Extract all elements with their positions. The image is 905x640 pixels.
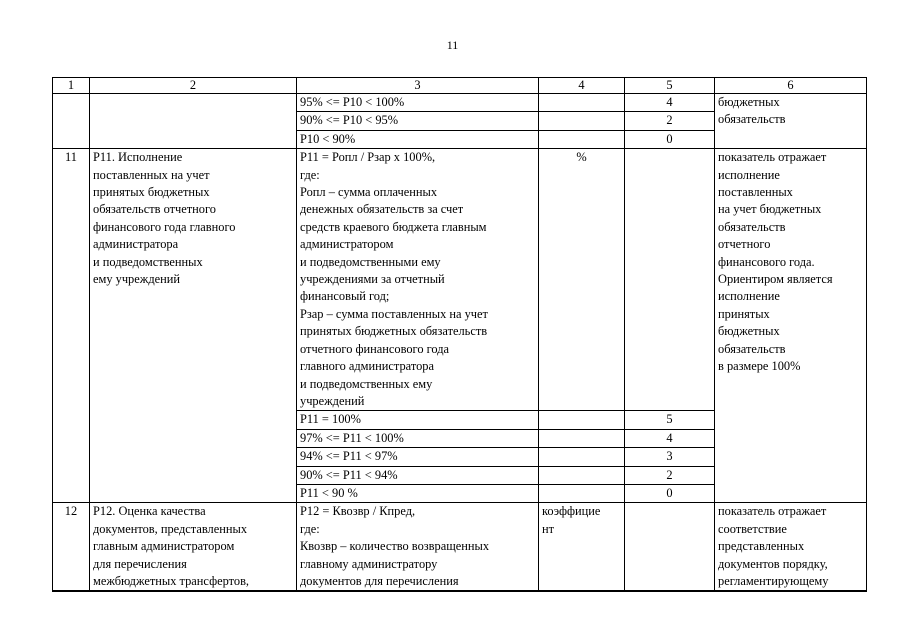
header-cell: 6 (715, 78, 867, 94)
row10-unit-cell (539, 94, 625, 112)
row11-score: 3 (625, 448, 715, 466)
indicator-table (52, 77, 867, 591)
row10-name-cell (90, 94, 297, 149)
row12-unit: коэффицие нт (539, 503, 625, 591)
table-row (53, 94, 867, 112)
row12-name: P12. Оценка качества документов, представленных главным администратором для перечисления межбюджетных трансфертов, (90, 503, 297, 591)
row11-num: 11 (53, 149, 90, 503)
row10-unit-cell (539, 130, 625, 148)
row11-condition: 90% <= P11 < 94% (297, 466, 539, 484)
header-cell: 3 (297, 78, 539, 94)
row11-score: 5 (625, 411, 715, 429)
row11-unit-cell (539, 466, 625, 484)
row11-comment: показатель отражает исполнение поставленных на учет бюджетных обязательств отчетного финансового года. Ориентиром является исполнение принятых бюджетных обязательств в размере 100% (715, 149, 867, 503)
row10-condition: P10 < 90% (297, 130, 539, 148)
row11-condition: P11 < 90 % (297, 484, 539, 502)
row11-unit-cell (539, 448, 625, 466)
table-header-row (53, 78, 867, 94)
row11-score: 4 (625, 429, 715, 447)
page-number: 11 (446, 38, 459, 52)
row11-formula: P11 = Ропл / Рзар x 100%, где: Ропл – сумма оплаченных денежных обязательств за счет средств краевого бюджета главным администратором и подведомственными ему учреждениями за отчетный финансовый год; Рзар – сумма поставленных на учет принятых бюджетных обязательств отчетного финансового года главного администратора и подведомственных ему учреждений (297, 149, 539, 411)
header-cell: 4 (539, 78, 625, 94)
row11-unit-cell (539, 429, 625, 447)
row10-condition: 95% <= P10 < 100% (297, 94, 539, 112)
row11-score-cell (625, 149, 715, 411)
row12-score-cell (625, 503, 715, 591)
row10-condition: 90% <= P10 < 95% (297, 112, 539, 130)
row12-formula: P12 = Квозвр / Кпред, где: Квозвр – количество возвращенных главному администратору документов для перечисления (297, 503, 539, 591)
row11-score: 0 (625, 484, 715, 502)
row10-unit-cell (539, 112, 625, 130)
table-row (53, 149, 867, 411)
row11-score: 2 (625, 466, 715, 484)
row10-score: 4 (625, 94, 715, 112)
header-cell: 1 (53, 78, 90, 94)
row11-condition: 94% <= P11 < 97% (297, 448, 539, 466)
row11-name: P11. Исполнение поставленных на учет принятых бюджетных обязательств отчетного финансового года главного администратора и подведомственных ему учреждений (90, 149, 297, 503)
row10-score: 2 (625, 112, 715, 130)
row12-num: 12 (53, 503, 90, 591)
row10-score: 0 (625, 130, 715, 148)
row11-condition: P11 = 100% (297, 411, 539, 429)
table-row (53, 503, 867, 591)
row10-comment: бюджетных обязательств (715, 94, 867, 149)
row11-unit-cell (539, 411, 625, 429)
row10-num-cell (53, 94, 90, 149)
row11-condition: 97% <= P11 < 100% (297, 429, 539, 447)
row11-unit: % (539, 149, 625, 411)
header-cell: 5 (625, 78, 715, 94)
row12-comment: показатель отражает соответствие представленных документов порядку, регламентирующему (715, 503, 867, 591)
header-cell: 2 (90, 78, 297, 94)
row11-unit-cell (539, 484, 625, 502)
table-bottom-edge (52, 591, 867, 592)
